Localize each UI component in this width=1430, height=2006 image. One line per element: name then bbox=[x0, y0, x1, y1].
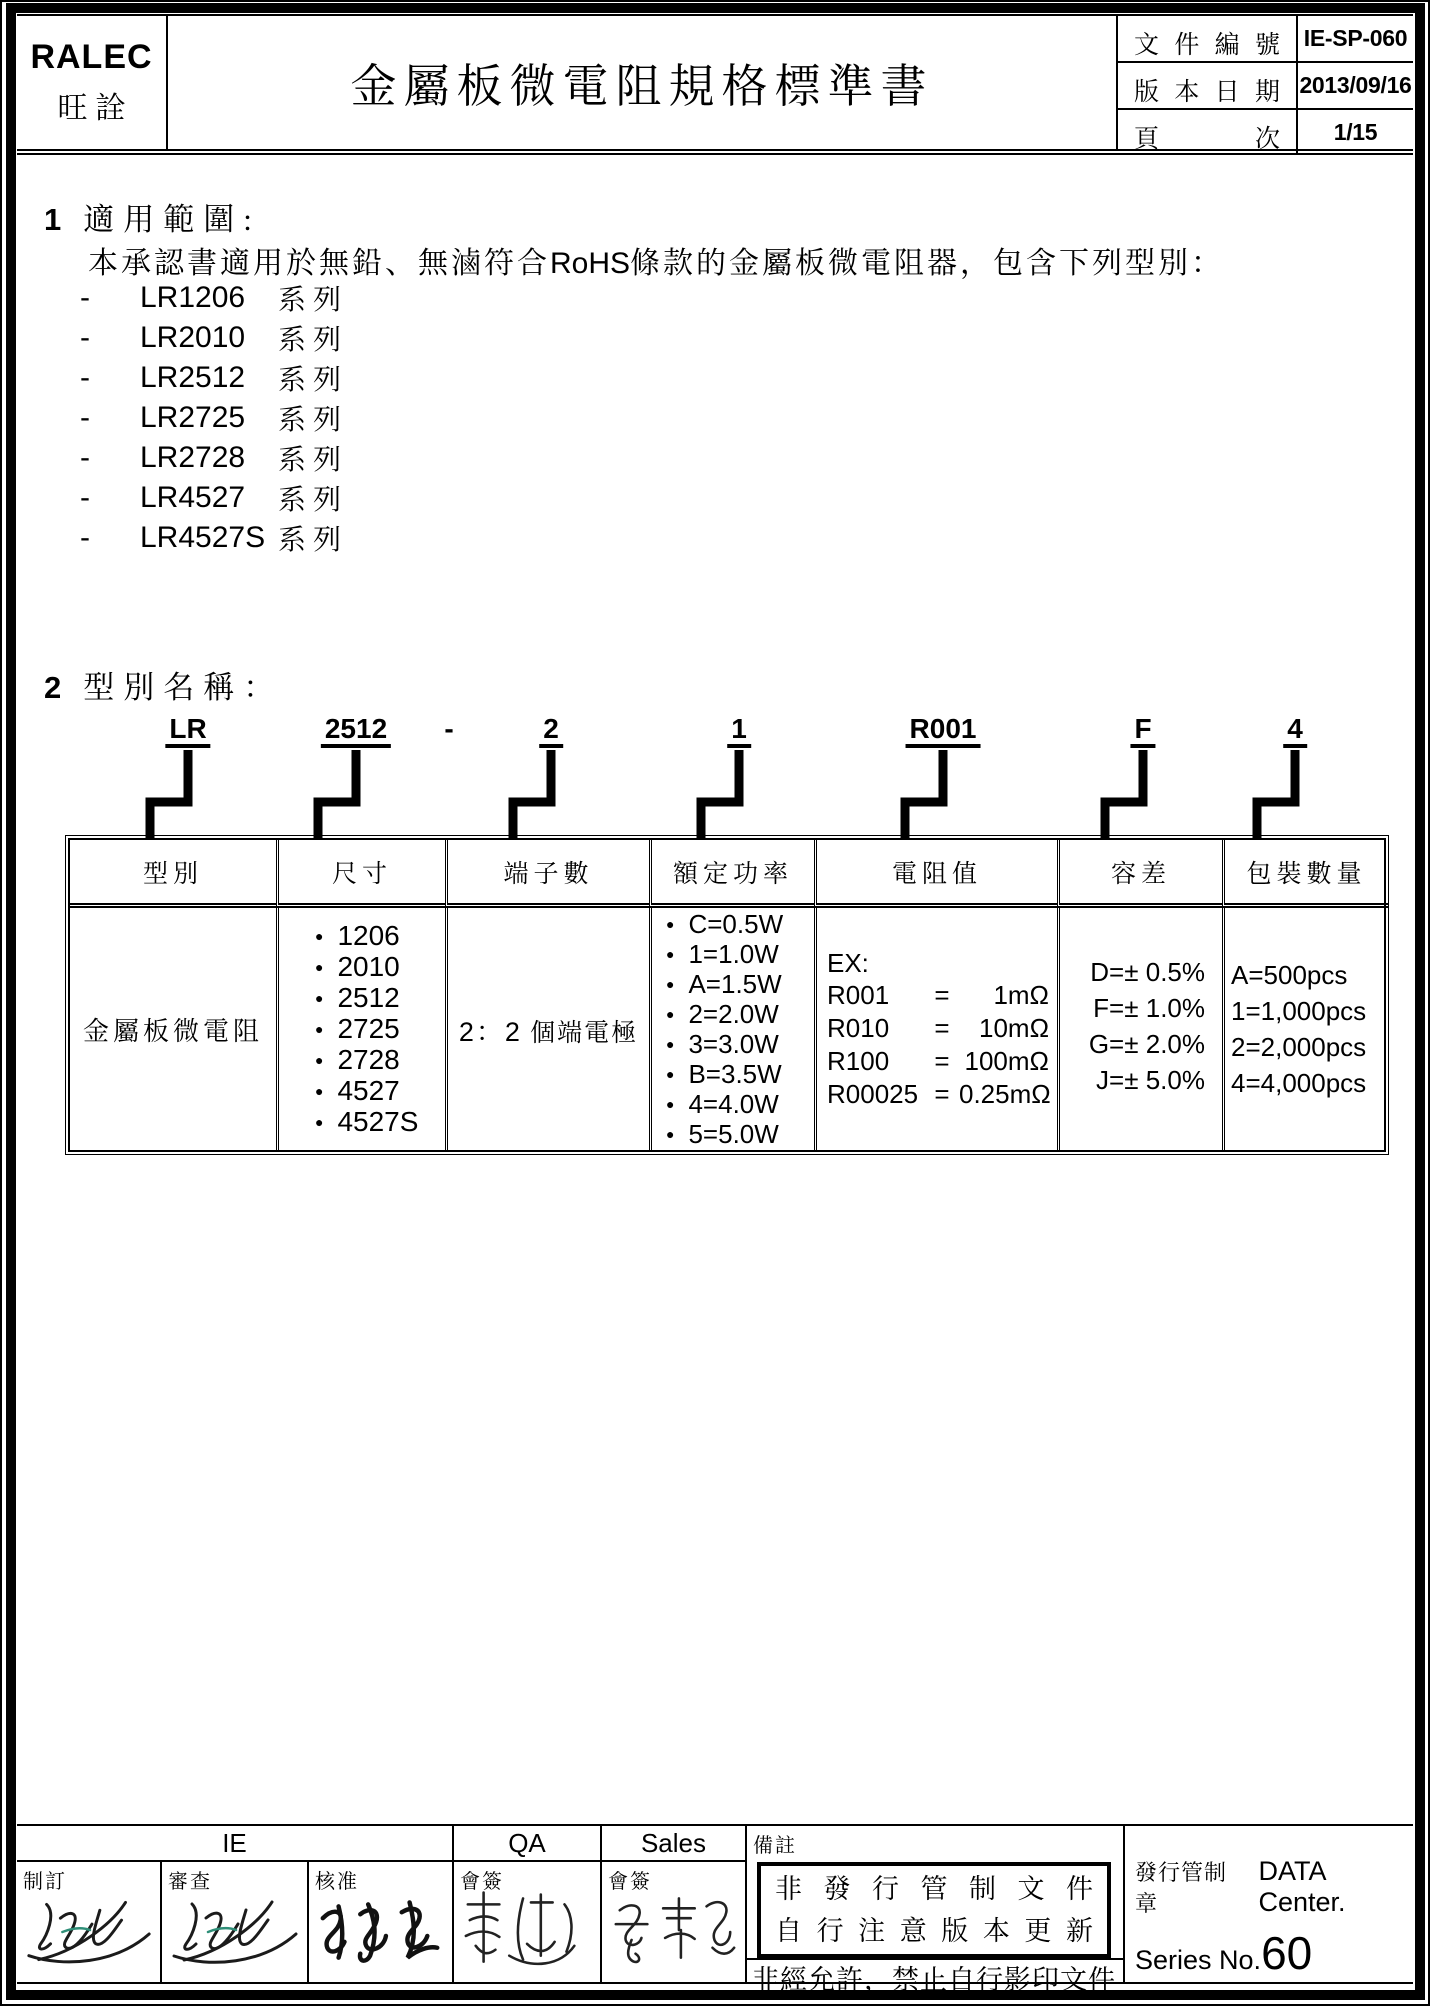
power-value: 2=2.0W bbox=[688, 998, 779, 1029]
resistance-value: 10mΩ bbox=[978, 1012, 1049, 1043]
tolerance-value: G=± 2.0% bbox=[1088, 1029, 1205, 1059]
dash-marker: - bbox=[80, 281, 90, 314]
resistance-row bbox=[827, 979, 1049, 1012]
doc-info-table bbox=[1116, 16, 1413, 153]
code-token-tolerance: F bbox=[1130, 714, 1155, 748]
resistance-value: 0.25mΩ bbox=[959, 1078, 1051, 1109]
list-item bbox=[80, 478, 348, 518]
terminals-number: 2：2 bbox=[458, 1016, 522, 1047]
bullet-icon: ● bbox=[666, 1126, 675, 1142]
series-code: LR1206 bbox=[140, 281, 246, 314]
list-item bbox=[315, 1107, 445, 1138]
series-suffix: 系列 bbox=[278, 485, 349, 516]
dept-header-sales: Sales bbox=[602, 1826, 747, 1862]
power-value: 3=3.0W bbox=[688, 1028, 779, 1059]
list-item bbox=[666, 1089, 814, 1119]
code-token-terminals: 2 bbox=[539, 714, 563, 748]
equals-sign: = bbox=[934, 979, 950, 1010]
equals-sign: = bbox=[934, 1045, 950, 1076]
cell-type bbox=[70, 908, 276, 1150]
signature-cell-drafted bbox=[17, 1862, 162, 1982]
section2-title: 型別名稱： bbox=[83, 670, 284, 705]
cell-packing bbox=[1222, 908, 1388, 1150]
doc-number-row bbox=[1118, 16, 1413, 63]
stamp-row bbox=[1135, 1856, 1409, 1918]
series-code: LR2728 bbox=[140, 441, 246, 474]
resistance-ex-label: EX: bbox=[827, 947, 869, 978]
list-item bbox=[666, 909, 814, 939]
resistance-code: R001 bbox=[827, 979, 890, 1010]
signature-cell-qa-countersign bbox=[454, 1862, 602, 1982]
tolerance-value: F=± 1.0% bbox=[1093, 993, 1205, 1023]
type-value: 金屬板微電阻 bbox=[82, 1016, 263, 1046]
document-title: 金屬板微電阻規格標準書 bbox=[350, 60, 934, 112]
section2-heading bbox=[44, 662, 283, 707]
series-list bbox=[80, 278, 348, 558]
list-item bbox=[80, 398, 348, 438]
list-item bbox=[80, 438, 348, 478]
equals-sign: = bbox=[934, 1078, 950, 1109]
resistance-row bbox=[827, 1045, 1049, 1078]
tolerance-value: D=± 0.5% bbox=[1090, 957, 1205, 987]
size-value: 2512 bbox=[337, 982, 400, 1013]
series-code: LR4527S bbox=[140, 521, 266, 554]
signature-qa-image bbox=[454, 1884, 600, 1980]
list-item bbox=[315, 983, 445, 1014]
bullet-icon: ● bbox=[666, 1066, 675, 1082]
doc-number-label: 文件編號 bbox=[1118, 16, 1298, 61]
col-header-packing: 包裝數量 bbox=[1222, 840, 1388, 908]
size-value: 2728 bbox=[337, 1044, 400, 1075]
equals-sign: = bbox=[934, 1012, 950, 1043]
company-name-en: RALEC bbox=[30, 38, 153, 76]
code-token-size: 2512 bbox=[321, 714, 391, 748]
list-item bbox=[80, 278, 348, 318]
terminals-text: 個端電極 bbox=[530, 1019, 639, 1047]
stamp-label: 發行管制章 bbox=[1135, 1860, 1228, 1916]
page-number-row bbox=[1118, 110, 1413, 155]
section1-paragraph bbox=[88, 238, 1224, 282]
power-value: 5=5.0W bbox=[688, 1118, 779, 1149]
resistance-row bbox=[827, 1078, 1049, 1111]
intro-text-rohs: RoHS bbox=[550, 247, 631, 280]
stamp-value: DATA Center. bbox=[1258, 1856, 1346, 1917]
cell-tolerance bbox=[1057, 908, 1222, 1150]
resistance-value: 1mΩ bbox=[993, 979, 1049, 1010]
bullet-icon: ● bbox=[315, 959, 324, 975]
series-suffix: 系列 bbox=[278, 525, 349, 556]
resistance-row bbox=[827, 1012, 1049, 1045]
sign-label-drafted: 制訂 bbox=[23, 1871, 67, 1893]
dash-marker: - bbox=[80, 401, 90, 434]
series-code: LR2725 bbox=[140, 401, 246, 434]
section1-title: 適用範圍: bbox=[83, 202, 261, 237]
dept-header-qa: QA bbox=[454, 1826, 602, 1862]
size-value: 4527 bbox=[337, 1075, 400, 1106]
notice-line2: 自行注意版本更新 bbox=[775, 1916, 1093, 1946]
code-token-resistance: R001 bbox=[906, 714, 981, 748]
revision-date-row bbox=[1118, 63, 1413, 110]
series-number-label: Series No. bbox=[1135, 1945, 1262, 1975]
code-token-dash: - bbox=[444, 713, 454, 744]
revision-date-value: 2013/09/16 bbox=[1299, 72, 1412, 98]
series-number-value: 60 bbox=[1261, 1927, 1313, 1979]
packing-value: 1=1,000pcs bbox=[1231, 995, 1367, 1026]
bullet-icon: ● bbox=[666, 1096, 675, 1112]
series-suffix: 系列 bbox=[278, 365, 349, 396]
col-header-resistance: 電阻值 bbox=[814, 840, 1057, 908]
document-header bbox=[17, 14, 1413, 155]
list-item bbox=[666, 969, 814, 999]
dash-marker: - bbox=[80, 521, 90, 554]
list-item bbox=[80, 358, 348, 398]
signature-cell-reviewed bbox=[162, 1862, 309, 1982]
series-suffix: 系列 bbox=[278, 325, 349, 356]
col-header-terminals: 端子數 bbox=[445, 840, 649, 908]
code-token-power: 1 bbox=[727, 714, 751, 748]
resistance-code: R00025 bbox=[827, 1078, 919, 1109]
tolerance-value: J=± 5.0% bbox=[1096, 1065, 1205, 1095]
col-header-type: 型別 bbox=[70, 840, 276, 908]
cell-terminals bbox=[445, 908, 649, 1150]
resistance-code: R010 bbox=[827, 1012, 890, 1043]
sign-label-approved: 核准 bbox=[315, 1871, 359, 1893]
dash-marker: - bbox=[80, 441, 90, 474]
cell-resistance bbox=[814, 908, 1057, 1150]
signature-cell-sales-countersign bbox=[602, 1862, 747, 1982]
list-item bbox=[80, 518, 348, 558]
packing-value: A=500pcs bbox=[1231, 959, 1348, 990]
bullet-icon: ● bbox=[315, 1021, 324, 1037]
bullet-icon: ● bbox=[315, 1083, 324, 1099]
section1-number: 1 bbox=[44, 202, 62, 237]
bullet-icon: ● bbox=[666, 976, 675, 992]
series-code: LR2010 bbox=[140, 321, 246, 354]
list-item bbox=[666, 1029, 814, 1059]
intro-text-post: 條款的金屬板微電阻器，包含下列型別： bbox=[630, 247, 1225, 280]
signature-cell-approved bbox=[309, 1862, 454, 1982]
sign-label-reviewed: 審查 bbox=[168, 1871, 212, 1893]
signature-table bbox=[17, 1826, 747, 1982]
series-suffix: 系列 bbox=[278, 445, 349, 476]
code-token-prefix: LR bbox=[165, 714, 210, 748]
doc-number-value: IE-SP-060 bbox=[1303, 25, 1408, 51]
company-logo bbox=[17, 16, 168, 149]
bullet-icon: ● bbox=[315, 1052, 324, 1068]
power-value: A=1.5W bbox=[688, 968, 782, 999]
title-area bbox=[168, 16, 1116, 149]
power-value: 1=1.0W bbox=[688, 938, 779, 969]
section1-heading bbox=[44, 194, 261, 239]
approval-footer bbox=[17, 1824, 1413, 1995]
size-value: 4527S bbox=[337, 1106, 419, 1137]
copy-prohibition-note: 非經允許，禁止自行影印文件 bbox=[747, 1958, 1123, 1995]
col-header-power: 額定功率 bbox=[649, 840, 814, 908]
code-token-packing: 4 bbox=[1283, 714, 1307, 748]
bullet-icon: ● bbox=[315, 1114, 324, 1130]
dept-header-ie: IE bbox=[17, 1826, 454, 1862]
list-item bbox=[666, 939, 814, 969]
stamp-section bbox=[1125, 1826, 1413, 1982]
packing-value: 2=2,000pcs bbox=[1231, 1031, 1367, 1062]
size-value: 2725 bbox=[337, 1013, 400, 1044]
dash-marker: - bbox=[80, 481, 90, 514]
section2-number: 2 bbox=[44, 670, 62, 705]
bullet-icon: ● bbox=[666, 946, 675, 962]
notes-section bbox=[747, 1826, 1125, 1995]
cell-power bbox=[649, 908, 814, 1150]
intro-text-pre: 本承認書適用於無鉛、無滷符合 bbox=[88, 247, 550, 280]
col-header-size: 尺寸 bbox=[276, 840, 445, 908]
dash-marker: - bbox=[80, 321, 90, 354]
power-value: C=0.5W bbox=[688, 908, 784, 939]
power-list bbox=[652, 908, 814, 1150]
series-code: LR2512 bbox=[140, 361, 246, 394]
signature-approved-image bbox=[309, 1884, 452, 1980]
list-item bbox=[315, 1014, 445, 1045]
list-item bbox=[80, 318, 348, 358]
sign-label-qa-countersign: 會簽 bbox=[460, 1871, 504, 1893]
list-item bbox=[666, 1119, 814, 1149]
bullet-icon: ● bbox=[666, 1006, 675, 1022]
notice-box bbox=[757, 1862, 1111, 1958]
sign-label-sales-countersign: 會簽 bbox=[608, 1871, 652, 1893]
terminals-value bbox=[459, 1010, 638, 1049]
dash-marker: - bbox=[80, 361, 90, 394]
col-header-tolerance: 容差 bbox=[1057, 840, 1222, 908]
size-value: 2010 bbox=[337, 951, 400, 982]
signature-drafted-image bbox=[17, 1884, 160, 1980]
signature-sales-image bbox=[602, 1884, 745, 1980]
bullet-icon: ● bbox=[666, 916, 675, 932]
resistance-value: 100mΩ bbox=[964, 1045, 1049, 1076]
bullet-icon: ● bbox=[666, 1036, 675, 1052]
packing-value: 4=4,000pcs bbox=[1231, 1067, 1367, 1098]
series-code: LR4527 bbox=[140, 481, 246, 514]
list-item bbox=[315, 952, 445, 983]
page-number-value: 1/15 bbox=[1333, 119, 1378, 145]
list-item bbox=[315, 1076, 445, 1107]
part-number-code bbox=[0, 714, 1430, 750]
list-item bbox=[315, 921, 445, 952]
list-item bbox=[666, 999, 814, 1029]
power-value: B=3.5W bbox=[688, 1058, 782, 1089]
company-name-cn: 旺詮 bbox=[57, 92, 134, 125]
page-number-label: 頁次 bbox=[1118, 110, 1298, 155]
size-value: 1206 bbox=[337, 920, 400, 951]
bullet-icon: ● bbox=[315, 990, 324, 1006]
connector-lines bbox=[68, 750, 1385, 838]
part-number-table bbox=[68, 838, 1386, 1152]
bullet-icon: ● bbox=[315, 928, 324, 944]
series-number-row bbox=[1135, 1927, 1409, 1979]
list-item bbox=[315, 1045, 445, 1076]
notice-line1: 非發行管制文件 bbox=[775, 1874, 1093, 1904]
resistance-code: R100 bbox=[827, 1045, 890, 1076]
signature-reviewed-image bbox=[162, 1884, 307, 1980]
notes-label: 備註 bbox=[753, 1835, 797, 1857]
series-suffix: 系列 bbox=[278, 405, 349, 436]
series-suffix: 系列 bbox=[278, 285, 349, 316]
size-list bbox=[279, 908, 445, 1150]
revision-date-label: 版本日期 bbox=[1118, 63, 1298, 108]
power-value: 4=4.0W bbox=[688, 1088, 779, 1119]
list-item bbox=[666, 1059, 814, 1089]
cell-sizes bbox=[276, 908, 445, 1150]
